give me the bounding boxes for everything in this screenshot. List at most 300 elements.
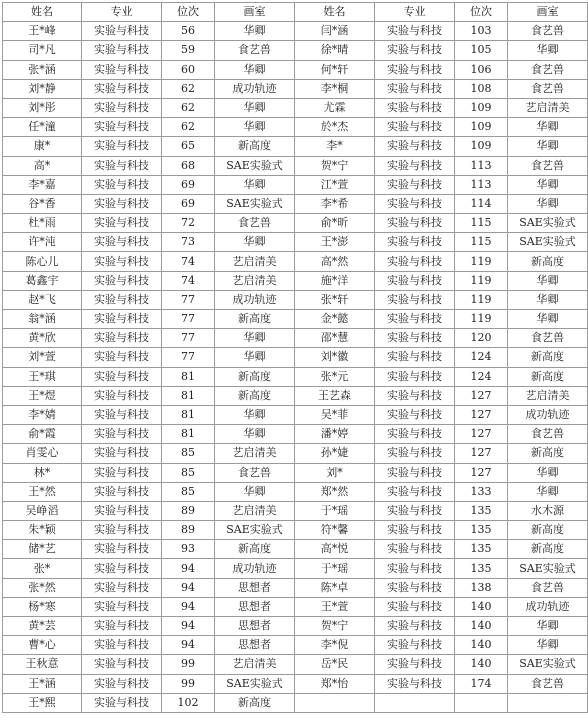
name-cell: 翁*涵 xyxy=(3,310,82,329)
rank-cell: 103 xyxy=(455,22,508,41)
rank-cell: 174 xyxy=(455,674,508,693)
rank-cell: 99 xyxy=(162,655,215,674)
rank-cell: 119 xyxy=(455,290,508,309)
name-cell: 王*煜 xyxy=(3,386,82,405)
rank-cell: 73 xyxy=(162,233,215,252)
major-cell: 实验与科技 xyxy=(82,636,162,655)
studio-cell: 思想者 xyxy=(215,578,295,597)
major-cell: 实验与科技 xyxy=(82,655,162,674)
major-cell: 实验与科技 xyxy=(82,521,162,540)
name-cell: 符*馨 xyxy=(295,521,375,540)
header-row xyxy=(3,3,588,22)
rank-cell: 124 xyxy=(455,367,508,386)
major-cell: 实验与科技 xyxy=(375,386,455,405)
rank-cell: 81 xyxy=(162,386,215,405)
major-cell: 实验与科技 xyxy=(375,175,455,194)
studio-cell: 华卿 xyxy=(215,118,295,137)
name-cell: 林* xyxy=(3,463,82,482)
name-cell xyxy=(295,693,375,712)
name-cell: 黄*芸 xyxy=(3,617,82,636)
rank-cell: 109 xyxy=(455,98,508,117)
studio-cell: SAE实验式 xyxy=(508,233,588,252)
major-cell: 实验与科技 xyxy=(375,367,455,386)
studio-cell: 华卿 xyxy=(508,194,588,213)
studio-cell: SAE实验式 xyxy=(215,156,295,175)
name-cell: 刘*彤 xyxy=(3,98,82,117)
major-cell: 实验与科技 xyxy=(375,617,455,636)
major-cell: 实验与科技 xyxy=(375,290,455,309)
studio-cell: 水木源 xyxy=(508,501,588,520)
studio-cell: 食艺兽 xyxy=(508,578,588,597)
studio-cell: 思想者 xyxy=(215,636,295,655)
rank-cell: 109 xyxy=(455,118,508,137)
table-row xyxy=(3,22,588,41)
rank-cell: 62 xyxy=(162,79,215,98)
major-cell: 实验与科技 xyxy=(375,674,455,693)
studio-cell: 艺启清美 xyxy=(215,252,295,271)
major-cell: 实验与科技 xyxy=(82,233,162,252)
rank-cell: 133 xyxy=(455,482,508,501)
major-cell: 实验与科技 xyxy=(375,98,455,117)
major-cell: 实验与科技 xyxy=(375,79,455,98)
name-cell: 葛鑫宇 xyxy=(3,271,82,290)
table-row xyxy=(3,98,588,117)
name-cell: 邵*慧 xyxy=(295,329,375,348)
table-row xyxy=(3,693,588,712)
rank-cell: 94 xyxy=(162,559,215,578)
rank-cell: 140 xyxy=(455,636,508,655)
name-cell: 潘*婷 xyxy=(295,425,375,444)
major-cell: 实验与科技 xyxy=(82,501,162,520)
name-cell: 李* xyxy=(295,137,375,156)
major-cell: 实验与科技 xyxy=(82,271,162,290)
studio-cell: 华卿 xyxy=(215,60,295,79)
name-cell: 吴*菲 xyxy=(295,405,375,424)
table-row xyxy=(3,425,588,444)
major-cell: 实验与科技 xyxy=(375,271,455,290)
studio-cell: 艺启清美 xyxy=(215,501,295,520)
major-cell: 实验与科技 xyxy=(375,214,455,233)
rank-cell: 127 xyxy=(455,463,508,482)
name-cell: 闫*涵 xyxy=(295,22,375,41)
rank-cell: 94 xyxy=(162,636,215,655)
major-cell: 实验与科技 xyxy=(375,655,455,674)
studio-cell: 艺启清美 xyxy=(215,444,295,463)
studio-cell: 华卿 xyxy=(508,617,588,636)
rank-cell: 81 xyxy=(162,425,215,444)
rank-cell xyxy=(455,693,508,712)
major-cell: 实验与科技 xyxy=(82,444,162,463)
major-cell: 实验与科技 xyxy=(82,463,162,482)
rank-cell: 127 xyxy=(455,444,508,463)
name-cell: 俞*昕 xyxy=(295,214,375,233)
major-cell: 实验与科技 xyxy=(82,367,162,386)
studio-cell: 成功轨迹 xyxy=(215,559,295,578)
rank-cell: 109 xyxy=(455,137,508,156)
name-cell: 江*萱 xyxy=(295,175,375,194)
rank-cell: 94 xyxy=(162,578,215,597)
studio-cell xyxy=(508,693,588,712)
major-cell: 实验与科技 xyxy=(375,405,455,424)
rank-cell: 77 xyxy=(162,310,215,329)
major-cell: 实验与科技 xyxy=(375,348,455,367)
major-cell: 实验与科技 xyxy=(375,329,455,348)
table-row xyxy=(3,214,588,233)
name-cell: 陈心儿 xyxy=(3,252,82,271)
rank-cell: 120 xyxy=(455,329,508,348)
admission-table xyxy=(2,2,588,713)
major-cell: 实验与科技 xyxy=(82,118,162,137)
name-cell: 王*熙 xyxy=(3,693,82,712)
studio-cell: 华卿 xyxy=(508,463,588,482)
rank-cell: 81 xyxy=(162,367,215,386)
table-row xyxy=(3,674,588,693)
major-cell: 实验与科技 xyxy=(82,41,162,60)
rank-cell: 93 xyxy=(162,540,215,559)
rank-cell: 124 xyxy=(455,348,508,367)
name-cell: 王秋意 xyxy=(3,655,82,674)
studio-cell: 成功轨迹 xyxy=(215,79,295,98)
studio-cell: 食艺兽 xyxy=(215,214,295,233)
table-body xyxy=(3,22,588,713)
name-cell: 李*嘉 xyxy=(3,175,82,194)
table-row xyxy=(3,559,588,578)
name-cell: 张* xyxy=(3,559,82,578)
name-cell: 王*琪 xyxy=(3,367,82,386)
name-cell: 张*元 xyxy=(295,367,375,386)
header-major-left: 专业 xyxy=(82,3,162,22)
name-cell: 谷*香 xyxy=(3,194,82,213)
studio-cell: 华卿 xyxy=(215,425,295,444)
table-row xyxy=(3,655,588,674)
header-name-left: 姓名 xyxy=(3,3,82,22)
studio-cell: SAE实验式 xyxy=(508,655,588,674)
name-cell: 俞*霞 xyxy=(3,425,82,444)
table-row xyxy=(3,348,588,367)
major-cell: 实验与科技 xyxy=(82,386,162,405)
major-cell: 实验与科技 xyxy=(82,674,162,693)
rank-cell: 62 xyxy=(162,98,215,117)
major-cell: 实验与科技 xyxy=(375,482,455,501)
rank-cell: 85 xyxy=(162,463,215,482)
name-cell: 郑*怡 xyxy=(295,674,375,693)
studio-cell: 新高度 xyxy=(215,693,295,712)
name-cell: 赵*飞 xyxy=(3,290,82,309)
studio-cell: 食艺兽 xyxy=(508,79,588,98)
major-cell: 实验与科技 xyxy=(82,79,162,98)
name-cell: 陈*卓 xyxy=(295,578,375,597)
major-cell: 实验与科技 xyxy=(82,214,162,233)
header-rank-left: 位次 xyxy=(162,3,215,22)
major-cell: 实验与科技 xyxy=(82,482,162,501)
major-cell: 实验与科技 xyxy=(375,194,455,213)
header-rank-right: 位次 xyxy=(455,3,508,22)
major-cell: 实验与科技 xyxy=(82,252,162,271)
name-cell: 黄*欣 xyxy=(3,329,82,348)
table-row xyxy=(3,386,588,405)
table-row xyxy=(3,597,588,616)
major-cell: 实验与科技 xyxy=(82,329,162,348)
major-cell: 实验与科技 xyxy=(82,98,162,117)
rank-cell: 114 xyxy=(455,194,508,213)
table-row xyxy=(3,60,588,79)
name-cell: 于*瑶 xyxy=(295,501,375,520)
studio-cell: 食艺兽 xyxy=(508,329,588,348)
table-row xyxy=(3,540,588,559)
rank-cell: 89 xyxy=(162,521,215,540)
rank-cell: 85 xyxy=(162,444,215,463)
rank-cell: 106 xyxy=(455,60,508,79)
rank-cell: 115 xyxy=(455,214,508,233)
name-cell: 高*悦 xyxy=(295,540,375,559)
major-cell: 实验与科技 xyxy=(375,41,455,60)
name-cell: 徐*晴 xyxy=(295,41,375,60)
name-cell: 任*潼 xyxy=(3,118,82,137)
name-cell: 杨*寒 xyxy=(3,597,82,616)
major-cell: 实验与科技 xyxy=(82,405,162,424)
studio-cell: 华卿 xyxy=(508,482,588,501)
table-row xyxy=(3,290,588,309)
name-cell: 於*杰 xyxy=(295,118,375,137)
major-cell: 实验与科技 xyxy=(375,578,455,597)
name-cell: 刘*静 xyxy=(3,79,82,98)
studio-cell: 新高度 xyxy=(508,367,588,386)
studio-cell: 华卿 xyxy=(508,118,588,137)
table-row xyxy=(3,367,588,386)
studio-cell: 新高度 xyxy=(508,444,588,463)
name-cell: 贺*宁 xyxy=(295,617,375,636)
rank-cell: 113 xyxy=(455,156,508,175)
table-row xyxy=(3,444,588,463)
rank-cell: 119 xyxy=(455,271,508,290)
studio-cell: 华卿 xyxy=(508,636,588,655)
rank-cell: 135 xyxy=(455,540,508,559)
table-row xyxy=(3,194,588,213)
name-cell: 王*峰 xyxy=(3,22,82,41)
rank-cell: 113 xyxy=(455,175,508,194)
rank-cell: 99 xyxy=(162,674,215,693)
name-cell: 康* xyxy=(3,137,82,156)
major-cell: 实验与科技 xyxy=(375,540,455,559)
studio-cell: 新高度 xyxy=(508,521,588,540)
major-cell: 实验与科技 xyxy=(375,137,455,156)
table-row xyxy=(3,482,588,501)
major-cell: 实验与科技 xyxy=(82,175,162,194)
rank-cell: 81 xyxy=(162,405,215,424)
name-cell: 何*轩 xyxy=(295,60,375,79)
name-cell: 金*懿 xyxy=(295,310,375,329)
major-cell: 实验与科技 xyxy=(375,156,455,175)
name-cell: 曹*心 xyxy=(3,636,82,655)
studio-cell: 食艺兽 xyxy=(508,60,588,79)
studio-cell: SAE实验式 xyxy=(215,194,295,213)
studio-cell: 华卿 xyxy=(215,482,295,501)
table-row xyxy=(3,463,588,482)
major-cell: 实验与科技 xyxy=(82,559,162,578)
studio-cell: 食艺兽 xyxy=(508,425,588,444)
name-cell: 贺*宁 xyxy=(295,156,375,175)
studio-cell: SAE实验式 xyxy=(215,521,295,540)
studio-cell: 新高度 xyxy=(215,137,295,156)
rank-cell: 59 xyxy=(162,41,215,60)
name-cell: 岳*民 xyxy=(295,655,375,674)
name-cell: 王*澎 xyxy=(295,233,375,252)
name-cell: 张*涵 xyxy=(3,60,82,79)
major-cell: 实验与科技 xyxy=(82,540,162,559)
studio-cell: 华卿 xyxy=(508,175,588,194)
name-cell: 司*凡 xyxy=(3,41,82,60)
major-cell: 实验与科技 xyxy=(82,348,162,367)
table-row xyxy=(3,79,588,98)
major-cell: 实验与科技 xyxy=(82,22,162,41)
rank-cell: 77 xyxy=(162,329,215,348)
rank-cell: 140 xyxy=(455,617,508,636)
rank-cell: 140 xyxy=(455,655,508,674)
major-cell: 实验与科技 xyxy=(82,194,162,213)
studio-cell: 华卿 xyxy=(508,310,588,329)
rank-cell: 72 xyxy=(162,214,215,233)
rank-cell: 65 xyxy=(162,137,215,156)
major-cell: 实验与科技 xyxy=(82,693,162,712)
table-row xyxy=(3,252,588,271)
rank-cell: 119 xyxy=(455,252,508,271)
rank-cell: 135 xyxy=(455,501,508,520)
studio-cell: 新高度 xyxy=(215,367,295,386)
major-cell: 实验与科技 xyxy=(375,597,455,616)
studio-cell: 华卿 xyxy=(215,233,295,252)
studio-cell: SAE实验式 xyxy=(508,214,588,233)
name-cell: 高*然 xyxy=(295,252,375,271)
studio-cell: 艺启清美 xyxy=(215,271,295,290)
studio-cell: 华卿 xyxy=(508,41,588,60)
major-cell: 实验与科技 xyxy=(375,463,455,482)
studio-cell: 华卿 xyxy=(215,405,295,424)
name-cell: 郑*然 xyxy=(295,482,375,501)
rank-cell: 94 xyxy=(162,597,215,616)
name-cell: 肖雯心 xyxy=(3,444,82,463)
major-cell: 实验与科技 xyxy=(375,118,455,137)
rank-cell: 140 xyxy=(455,597,508,616)
studio-cell: 思想者 xyxy=(215,617,295,636)
name-cell: 孙*婕 xyxy=(295,444,375,463)
major-cell: 实验与科技 xyxy=(375,559,455,578)
major-cell: 实验与科技 xyxy=(82,137,162,156)
rank-cell: 94 xyxy=(162,617,215,636)
studio-cell: 新高度 xyxy=(508,348,588,367)
name-cell: 于*瑶 xyxy=(295,559,375,578)
studio-cell: 新高度 xyxy=(215,540,295,559)
studio-cell: 华卿 xyxy=(215,22,295,41)
header-major-right: 专业 xyxy=(375,3,455,22)
name-cell: 尤霖 xyxy=(295,98,375,117)
rank-cell: 56 xyxy=(162,22,215,41)
major-cell: 实验与科技 xyxy=(375,636,455,655)
name-cell: 王*涵 xyxy=(3,674,82,693)
table-row xyxy=(3,233,588,252)
name-cell: 施*洋 xyxy=(295,271,375,290)
major-cell: 实验与科技 xyxy=(82,290,162,309)
studio-cell: 食艺兽 xyxy=(215,41,295,60)
studio-cell: 思想者 xyxy=(215,597,295,616)
studio-cell: 食艺兽 xyxy=(215,463,295,482)
studio-cell: 华卿 xyxy=(215,98,295,117)
rank-cell: 115 xyxy=(455,233,508,252)
rank-cell: 127 xyxy=(455,386,508,405)
name-cell: 储*艺 xyxy=(3,540,82,559)
name-cell: 刘* xyxy=(295,463,375,482)
table-row xyxy=(3,329,588,348)
table-row xyxy=(3,636,588,655)
studio-cell: 华卿 xyxy=(508,290,588,309)
name-cell: 张*然 xyxy=(3,578,82,597)
rank-cell: 74 xyxy=(162,271,215,290)
table-row xyxy=(3,175,588,194)
table-row xyxy=(3,118,588,137)
table-row xyxy=(3,156,588,175)
rank-cell: 119 xyxy=(455,310,508,329)
table-row xyxy=(3,521,588,540)
studio-cell: 成功轨迹 xyxy=(508,597,588,616)
table-row xyxy=(3,501,588,520)
header-studio-right: 画室 xyxy=(508,3,588,22)
studio-cell: 艺启清美 xyxy=(215,655,295,674)
rank-cell: 135 xyxy=(455,521,508,540)
rank-cell: 68 xyxy=(162,156,215,175)
studio-cell: 新高度 xyxy=(215,310,295,329)
major-cell: 实验与科技 xyxy=(375,252,455,271)
studio-cell: 成功轨迹 xyxy=(215,290,295,309)
major-cell: 实验与科技 xyxy=(375,444,455,463)
studio-cell: 艺启清美 xyxy=(508,386,588,405)
rank-cell: 105 xyxy=(455,41,508,60)
name-cell: 李*希 xyxy=(295,194,375,213)
studio-cell: 华卿 xyxy=(215,175,295,194)
major-cell: 实验与科技 xyxy=(82,617,162,636)
studio-cell: 成功轨迹 xyxy=(508,405,588,424)
major-cell: 实验与科技 xyxy=(375,233,455,252)
rank-cell: 62 xyxy=(162,118,215,137)
rank-cell: 135 xyxy=(455,559,508,578)
name-cell: 刘*萱 xyxy=(3,348,82,367)
major-cell: 实验与科技 xyxy=(82,597,162,616)
table-row xyxy=(3,617,588,636)
name-cell: 杜*雨 xyxy=(3,214,82,233)
studio-cell: 新高度 xyxy=(508,540,588,559)
studio-cell: 食艺兽 xyxy=(508,22,588,41)
rank-cell: 138 xyxy=(455,578,508,597)
studio-cell: SAE实验式 xyxy=(508,559,588,578)
header-name-right: 姓名 xyxy=(295,3,375,22)
major-cell: 实验与科技 xyxy=(375,22,455,41)
studio-cell: 新高度 xyxy=(508,252,588,271)
name-cell: 王艺森 xyxy=(295,386,375,405)
name-cell: 李*桐 xyxy=(295,79,375,98)
major-cell: 实验与科技 xyxy=(375,310,455,329)
header-studio-left: 画室 xyxy=(215,3,295,22)
major-cell: 实验与科技 xyxy=(82,156,162,175)
rank-cell: 85 xyxy=(162,482,215,501)
name-cell: 刘*徽 xyxy=(295,348,375,367)
rank-cell: 74 xyxy=(162,252,215,271)
rank-cell: 60 xyxy=(162,60,215,79)
name-cell: 许*沌 xyxy=(3,233,82,252)
rank-cell: 69 xyxy=(162,175,215,194)
studio-cell: SAE实验式 xyxy=(215,674,295,693)
major-cell: 实验与科技 xyxy=(82,578,162,597)
table-row xyxy=(3,271,588,290)
table-row xyxy=(3,578,588,597)
rank-cell: 102 xyxy=(162,693,215,712)
